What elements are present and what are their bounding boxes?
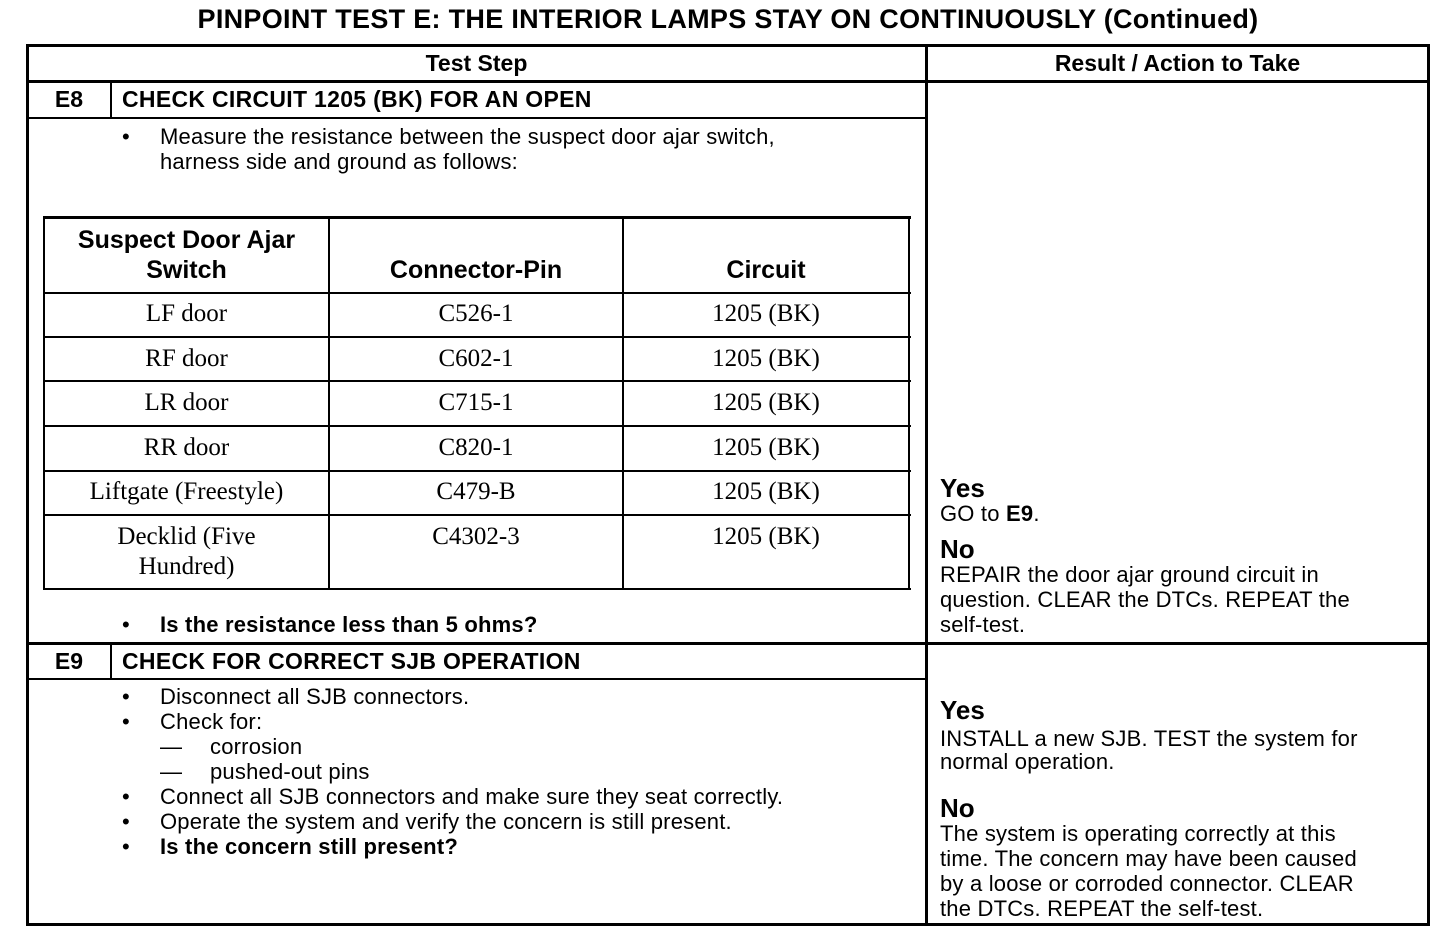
bullet-icon: • (122, 684, 130, 709)
e8-no-line2: question. CLEAR the DTCs. REPEAT the (940, 587, 1350, 612)
e8-no-line1: REPAIR the door ajar ground circuit in (940, 562, 1319, 587)
e9-step4: Operate the system and verify the concern is still present. (160, 809, 732, 834)
column-divider (925, 44, 928, 926)
e8-instruction-line2: harness side and ground as follows: (160, 149, 518, 174)
table-border-bottom (43, 588, 911, 590)
e8-instruction-line1: Measure the resistance between the suspect door ajar switch, (160, 124, 775, 149)
e9-no-line2: time. The concern may have been caused (940, 846, 1357, 871)
step-e8-id: E8 (54, 86, 84, 112)
table-cell-connector: C820-1 (438, 434, 514, 461)
table-header-circuit: Circuit (726, 256, 806, 284)
table-cell-switch: Liftgate (Freestyle) (89, 478, 284, 505)
e9-step3: Connect all SJB connectors and make sure they seat correctly. (160, 784, 784, 809)
frame-top (26, 44, 1430, 47)
table-cell-connector: C602-1 (438, 345, 514, 372)
header-divider (26, 80, 1430, 83)
page-title: PINPOINT TEST E: THE INTERIOR LAMPS STAY ON CONTINUOUSLY (Continued) (197, 4, 1259, 34)
e9-yes-line2: normal operation. (940, 749, 1115, 774)
e9-sub1: corrosion (210, 734, 303, 759)
table-cell-circuit: 1205 (BK) (712, 434, 820, 461)
e9-question: Is the concern still present? (160, 834, 458, 859)
table-header-connector: Connector-Pin (389, 256, 563, 284)
bullet-icon: • (122, 124, 130, 149)
e9-yes-line1: INSTALL a new SJB. TEST the system for (940, 726, 1358, 751)
table-cell-connector: C715-1 (438, 389, 514, 416)
bullet-icon: • (122, 784, 130, 809)
table-border-right (908, 218, 910, 590)
frame-right (1427, 44, 1430, 926)
table-header-divider (43, 292, 911, 294)
step-e9-title: CHECK FOR CORRECT SJB OPERATION (122, 648, 581, 674)
table-cell-switch-line1: Decklid (Five (117, 523, 256, 550)
e8-yes-text-pre: GO to (940, 501, 1006, 526)
header-result: Result / Action to Take (1054, 50, 1301, 76)
e8-yes-label: Yes (940, 473, 985, 503)
dash-icon: — (160, 759, 182, 784)
e8-yes-link-e9: E9 (1006, 501, 1034, 526)
frame-bottom (26, 923, 1430, 926)
table-border-top (43, 216, 911, 219)
table-cell-connector: C4302-3 (432, 523, 520, 550)
table-row-divider (43, 336, 911, 338)
e9-id-divider (110, 644, 112, 680)
e8-yes-text (940, 501, 1040, 526)
e8-id-divider (110, 81, 112, 118)
table-cell-switch: LR door (144, 389, 229, 416)
e8-no-line3: self-test. (940, 612, 1026, 637)
bullet-icon: • (122, 809, 130, 834)
header-test-step: Test Step (425, 50, 528, 76)
table-row-divider (43, 514, 911, 516)
table-cell-switch: LF door (145, 300, 228, 327)
table-cell-connector: C479-B (436, 478, 516, 505)
table-cell-switch: RR door (143, 434, 230, 461)
bullet-icon: • (122, 834, 130, 859)
table-row-divider (43, 470, 911, 472)
step-separator (26, 642, 1430, 645)
table-cell-circuit: 1205 (BK) (712, 345, 820, 372)
e8-no-label: No (940, 534, 975, 564)
e9-no-label: No (940, 793, 975, 823)
e9-yes-label: Yes (940, 695, 985, 725)
step-e9-id: E9 (54, 648, 84, 674)
e9-sub2: pushed-out pins (210, 759, 370, 784)
table-header-switch (45, 225, 328, 285)
bullet-icon: • (122, 709, 130, 734)
table-cell-switch-line2: Hundred) (138, 553, 235, 580)
table-cell-circuit: 1205 (BK) (712, 478, 820, 505)
e9-no-line4: the DTCs. REPEAT the self-test. (940, 896, 1264, 921)
bullet-icon: • (122, 612, 130, 637)
e8-question: Is the resistance less than 5 ohms? (160, 612, 538, 637)
table-cell-circuit: 1205 (BK) (712, 389, 820, 416)
e9-no-line3: by a loose or corroded connector. CLEAR (940, 871, 1354, 896)
table-cell-switch (45, 522, 328, 582)
frame-left (26, 44, 29, 926)
step-e8-title: CHECK CIRCUIT 1205 (BK) FOR AN OPEN (122, 86, 592, 112)
e9-step2: Check for: (160, 709, 263, 734)
e8-title-divider (28, 117, 926, 119)
table-row-divider (43, 425, 911, 427)
table-cell-circuit: 1205 (BK) (712, 523, 820, 550)
table-header-switch-line1: Suspect Door Ajar (77, 226, 296, 254)
table-header-switch-line2: Switch (146, 256, 227, 284)
table-cell-connector: C526-1 (438, 300, 514, 327)
table-cell-switch: RF door (145, 345, 228, 372)
e8-yes-text-post: . (1033, 501, 1040, 526)
e9-title-divider (28, 678, 926, 680)
e9-no-line1: The system is operating correctly at this (940, 821, 1336, 846)
dash-icon: — (160, 734, 182, 759)
table-cell-circuit: 1205 (BK) (712, 300, 820, 327)
table-row-divider (43, 380, 911, 382)
e9-step1: Disconnect all SJB connectors. (160, 684, 470, 709)
